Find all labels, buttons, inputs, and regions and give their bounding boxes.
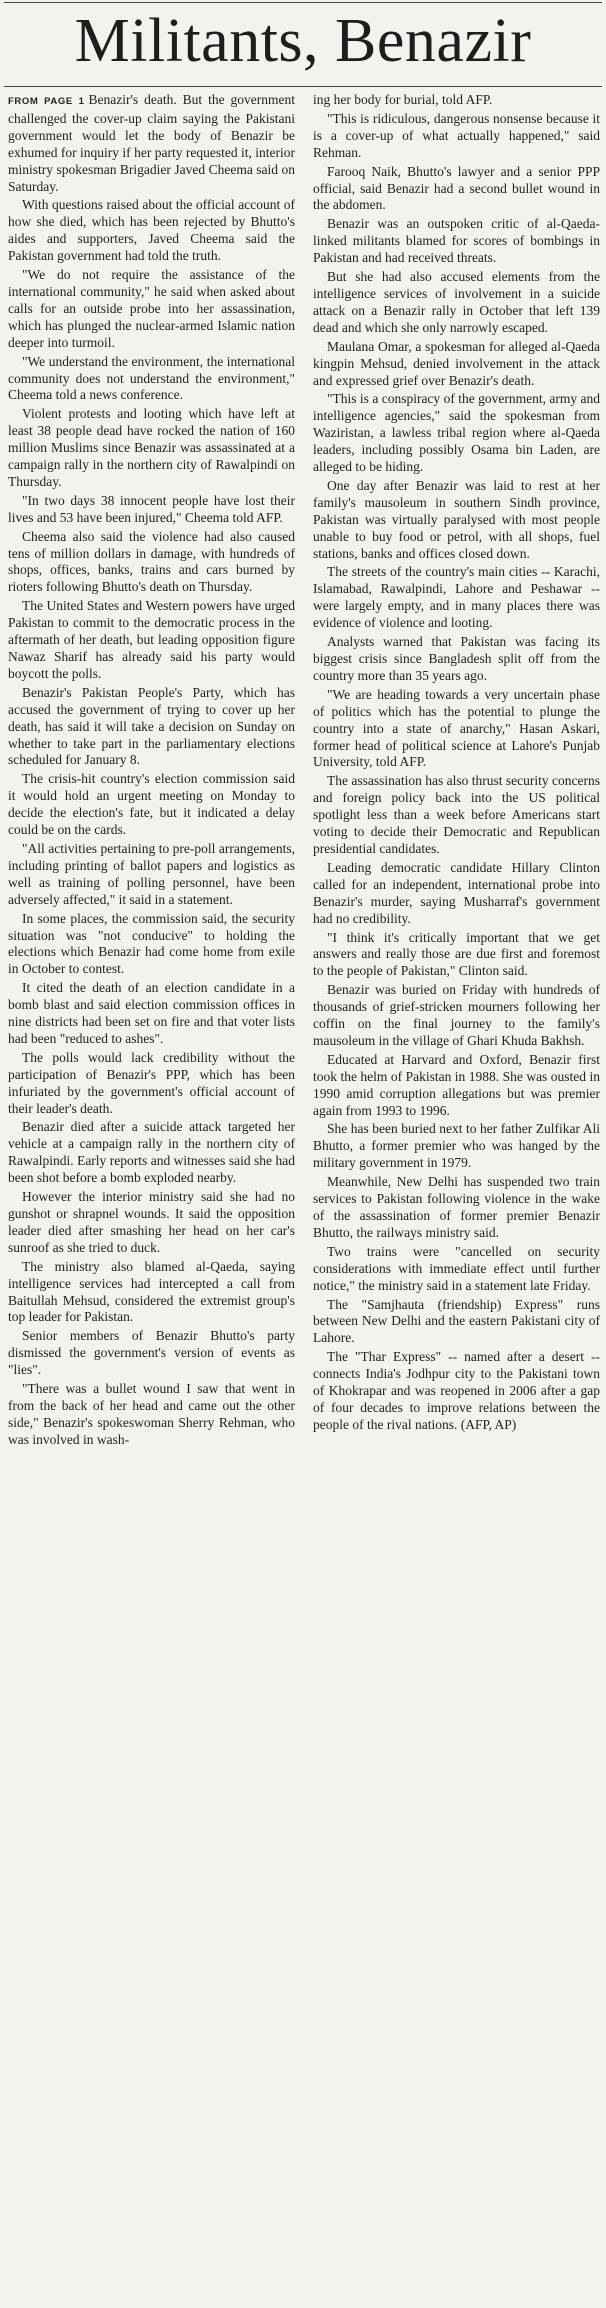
paragraph — [313, 1174, 600, 1242]
paragraph — [8, 1328, 295, 1379]
paragraph — [8, 841, 295, 909]
paragraph-text: Educated at Harvard and Oxford, Benazir first took the helm of Pakistan in 1988. She was ousted in 1990 amid corruption allegations but was premier again from 1993 to 1996. — [313, 1051, 600, 1118]
paragraph — [8, 1119, 295, 1187]
paragraph-text: With questions raised about the official account of how she died, which has been rejected by Bhutto's aides and supporters, Javed Cheema said the Pakistan government had told the truth. — [8, 197, 295, 264]
paragraph-text: "This is ridiculous, dangerous nonsense because it is a cover-up of what actually happened," said Rehman. — [313, 110, 600, 160]
paragraph — [313, 773, 600, 858]
paragraph — [313, 339, 600, 390]
paragraph-text: The crisis-hit country's election commission said it would hold an urgent meeting on Monday to decide the election's fate, but it indicated a delay could be on the cards. — [8, 771, 295, 838]
paragraph-text: Cheema also said the violence had also caused tens of million dollars in damage, with hundreds of shops, offices, banks, trains and cars burned by rioters following Bhutto's death on Thursday. — [8, 528, 295, 595]
paragraph-text: Benazir was buried on Friday with hundreds of thousands of grief-stricken mourners following her coffin on the final journey to the family's mausoleum in the village of Ghari Khuda Bakhsh. — [313, 982, 600, 1048]
article-body — [8, 92, 600, 2304]
paragraph — [313, 111, 600, 162]
paragraph — [313, 634, 600, 685]
paragraph-text: One day after Benazir was laid to rest at her family's mausoleum in southern Sindh province, Pakistan was virtually paralysed with most people unable to buy food or petrol, with all shops, fuel stations, banks and offices closed down. — [313, 477, 600, 561]
paragraph — [313, 1297, 600, 1348]
paragraph — [8, 980, 295, 1048]
paragraph — [8, 911, 295, 979]
paragraph-text: She has been buried next to her father Zulfikar Ali Bhutto, a former premier who was hanged by the military government in 1979. — [313, 1121, 600, 1171]
paragraph-text: ing her body for burial, told AFP. — [313, 92, 493, 107]
paragraph-text: "We are heading towards a very uncertain phase of politics which has the potential to plunge the country into a state of anarchy," Hasan Askari, former head of political science at Lahore's Punjab University, told AFP. — [313, 686, 600, 770]
paragraph-text: The polls would lack credibility without the participation of Benazir's PPP, which has been infuriated by the government's official account of their leader's death. — [8, 1049, 295, 1116]
paragraph-text: The "Thar Express" -- named after a desert -- connects India's Jodhpur city to the Pakistani town of Khokrapar and was reopened in 2006 after a gap of four decades to improve relations between the people of the rival nations. (AFP, AP) — [313, 1349, 600, 1432]
paragraph — [313, 92, 600, 109]
paragraph — [313, 1244, 600, 1295]
paragraph — [8, 1381, 295, 1449]
paragraph-text: The United States and Western powers have urged Pakistan to commit to the democratic process in the aftermath of her death, but leading opposition figure Nawaz Sharif has already said his party would boycott the polls. — [8, 598, 295, 681]
paragraph — [8, 529, 295, 597]
paragraph — [8, 406, 295, 491]
paragraph — [313, 478, 600, 563]
paragraph-text: Violent protests and looting which have left at least 38 people dead have rocked the nation of 160 million Muslims since Benazir was assassinated at a campaign rally in the northern city of Rawalpindi on Thursday. — [8, 406, 295, 489]
paragraph-text: Benazir was an outspoken critic of al-Qaeda-linked militants blamed for scores of bombings in Pakistan and had received threats. — [313, 216, 600, 266]
paragraph-text: "All activities pertaining to pre-poll arrangements, including printing of ballot papers and logistics as well as training of polling personnel, have been adversely affected," it said in a statement. — [8, 840, 295, 907]
paragraph — [8, 598, 295, 683]
paragraph — [8, 1189, 295, 1257]
paragraph-text: It cited the death of an election candidate in a bomb blast and said election commission offices in nine districts had been set on fire and that voter lists had been "reduced to ashes". — [8, 980, 295, 1046]
paragraph-text: Leading democratic candidate Hillary Clinton called for an independent, international probe into Benazir's murder, saying Musharraf's government had no credibility. — [313, 859, 600, 926]
paragraph-text: "There was a bullet wound I saw that went in from the back of her head and came out the other side," Benazir's spokeswoman Sherry Rehman, who was involved in wash- — [8, 1381, 295, 1447]
paragraph — [313, 982, 600, 1050]
paragraph — [8, 493, 295, 527]
paragraph — [8, 771, 295, 839]
paragraph — [313, 1349, 600, 1434]
headline: Militants, Benazir — [74, 7, 532, 75]
paragraph — [313, 269, 600, 337]
paragraph — [313, 687, 600, 772]
paragraph-text: "We do not require the assistance of the international community," he said when asked about calls for an outside probe into her assassination, which has plunged the nuclear-armed Islamic nation deeper into turmoil. — [8, 267, 295, 350]
paragraph — [313, 930, 600, 981]
paragraph-text: Maulana Omar, a spokesman for alleged al-Qaeda kingpin Mehsud, denied involvement in the attack and expressed grief over Benazir's death. — [313, 338, 600, 388]
headline-rule — [4, 86, 602, 87]
paragraph — [8, 197, 295, 265]
paragraph — [313, 1121, 600, 1172]
paragraph-text: "This is a conspiracy of the government, army and intelligence agencies," said the spokesman from Waziristan, a lawless tribal region where al-Qaeda leaders, including possibly Osama bin Laden, are alleged to be hiding. — [313, 391, 600, 475]
paragraph-text: The streets of the country's main cities -- Karachi, Islamabad, Rawalpindi, Lahore and Peshawar -- were largely empty, and in many places there was evidence of violence and looting. — [313, 564, 600, 631]
paragraph-text: Farooq Naik, Bhutto's lawyer and a senior PPP official, said Benazir had a second bullet wound in the abdomen. — [313, 163, 600, 213]
paragraph-text: The "Samjhauta (friendship) Express" runs between New Delhi and the eastern Pakistani city of Lahore. — [313, 1296, 600, 1346]
paragraph — [8, 685, 295, 770]
from-page-kicker: FROM PAGE 1 — [8, 96, 85, 107]
paragraph — [8, 267, 295, 352]
paragraph — [313, 564, 600, 632]
paragraph-text: Analysts warned that Pakistan was facing its biggest crisis since Bangladesh split off from the country more than 35 years ago. — [313, 634, 600, 683]
right-column — [313, 92, 600, 2304]
paragraph-text: In some places, the commission said, the security situation was "not conducive" to holding the elections which Benazir had come home from exile in October to contest. — [8, 910, 295, 977]
paragraph — [313, 1052, 600, 1120]
paragraph — [8, 354, 295, 405]
paragraph-text: Senior members of Benazir Bhutto's party dismissed the government's version of events as "lies". — [8, 1328, 295, 1378]
paragraph-text: "In two days 38 innocent people have lost their lives and 53 have been injured," Cheema told AFP. — [8, 492, 295, 525]
paragraph-text: Benazir died after a suicide attack targeted her vehicle at a campaign rally in the northern city of Rawalpindi. Early reports and witnesses said she had been shot before a bomb exploded nearby. — [8, 1119, 295, 1186]
paragraph — [313, 164, 600, 215]
left-column — [8, 92, 295, 2304]
paragraph — [313, 391, 600, 476]
paragraph — [8, 1259, 295, 1327]
paragraph-text: Meanwhile, New Delhi has suspended two train services to Pakistan following violence in the wake of the assassination of former premier Benazir Bhutto, the railways ministry said. — [313, 1174, 600, 1240]
paragraph-text: "I think it's critically important that we get answers and really those are due first and foremost to the people of Pakistan," Clinton said. — [313, 929, 600, 979]
paragraph-text: The ministry also blamed al-Qaeda, saying intelligence services had intercepted a call from Baitullah Mehsud, considered the extremist group's top leader for Pakistan. — [8, 1258, 295, 1325]
paragraph — [8, 1050, 295, 1118]
paragraph-text: Two trains were "cancelled on security considerations with immediate effect until further notice," the ministry said in a statement late Friday. — [313, 1243, 600, 1293]
paragraph-text: But she had also accused elements from the intelligence services of involvement in a suicide attack on a Benazir rally in October that left 139 dead and which she only narrowly escaped. — [313, 269, 600, 335]
paragraph-text: Benazir's Pakistan People's Party, which has accused the government of trying to cover up her death, has said it will take a decision on Sunday on whether to take part in the parliamentary elections scheduled for January 8. — [8, 684, 295, 768]
paragraph — [313, 216, 600, 267]
paragraph — [313, 860, 600, 928]
paragraph-text: The assassination has also thrust security concerns and foreign policy back into the US political spotlight less than a week before Americans start voting to decide their Democratic and Republican presidential candidates. — [313, 773, 600, 856]
paragraph-text: However the interior ministry said she had no gunshot or shrapnel wounds. It said the opposition leader died after smashing her head on her car's sunroof as she tried to duck. — [8, 1189, 295, 1255]
paragraph-text: "We understand the environment, the international community does not understand the environment," Cheema told a news conference. — [8, 353, 295, 403]
paragraph-text: Benazir's death. But the government challenged the cover-up claim saying the Pakistani government would let the body of Benazir be exhumed for inquiry if her party requested it, interior ministry spokesman Brigadier Javed Cheema said on Saturday. — [8, 92, 295, 194]
paragraph — [8, 92, 295, 195]
